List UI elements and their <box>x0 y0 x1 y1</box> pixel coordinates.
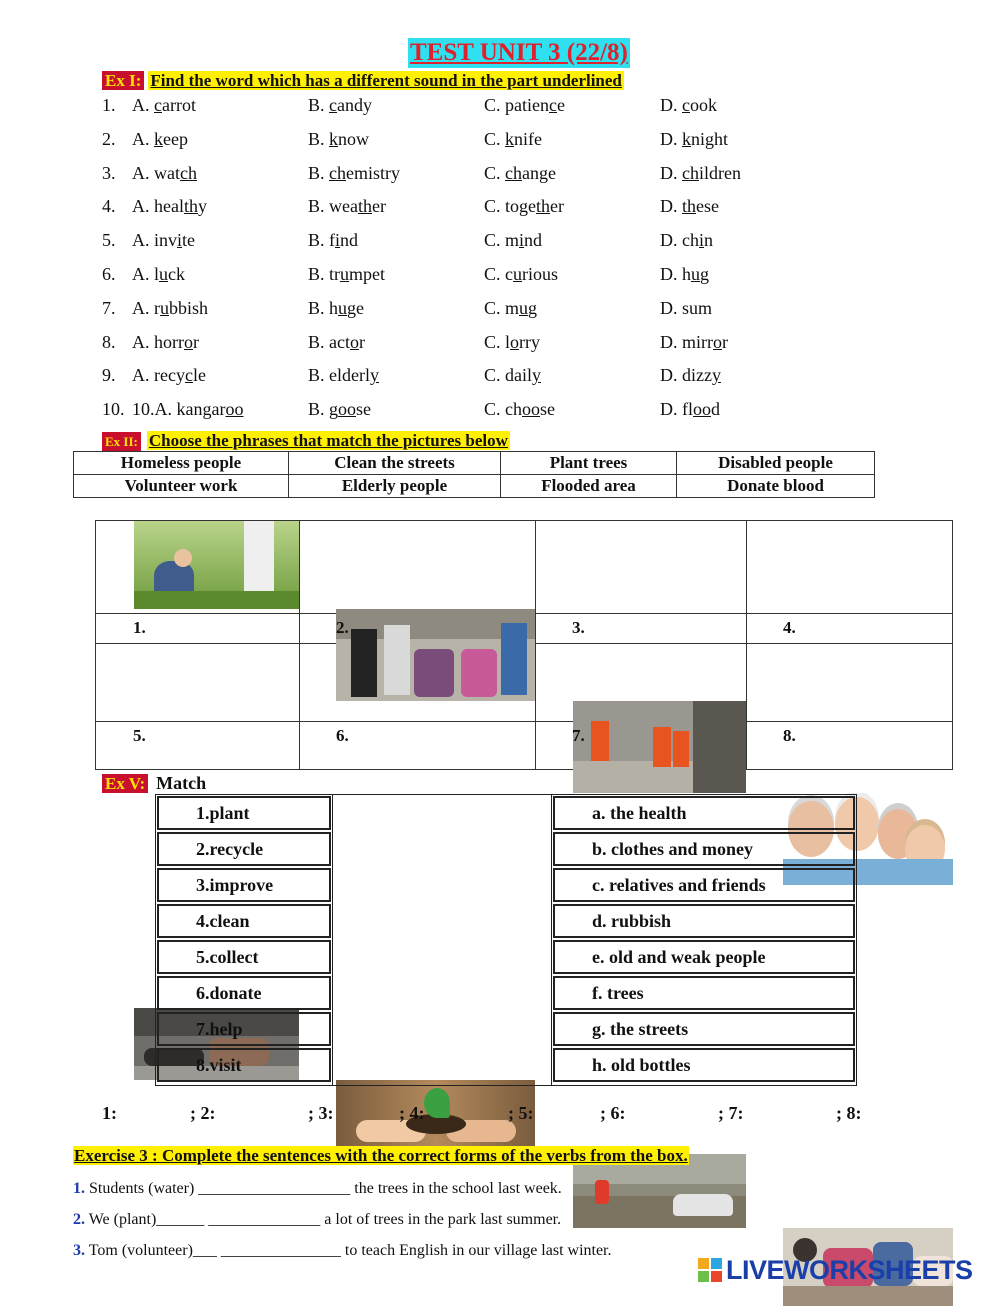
underlined-part: oo <box>338 399 357 420</box>
word-part: B. elderl <box>308 365 370 386</box>
word-part: arrot <box>162 95 196 115</box>
word-part: te <box>182 230 196 251</box>
match-right-item: h. old bottles <box>553 1048 855 1082</box>
page-title: TEST UNIT 3 (22/8) <box>410 39 628 66</box>
underlined-part: i <box>519 230 525 251</box>
word-part: now <box>338 128 370 149</box>
word-part: D. h <box>660 264 691 284</box>
option-a <box>132 261 185 287</box>
word-part: B. h <box>308 297 339 318</box>
question-number: 9. <box>102 365 116 386</box>
word-part: B. <box>308 162 330 183</box>
word-part: d <box>711 399 720 420</box>
match-left-item: 6.donate <box>157 976 331 1010</box>
question-number: 5. <box>102 230 116 251</box>
word-part: D. ch <box>660 230 699 251</box>
logo-blocks-icon <box>698 1258 722 1282</box>
option-d <box>660 126 728 152</box>
match-right-item: a. the health <box>553 796 855 830</box>
underlined-part: th <box>357 196 372 217</box>
underlined-part: u <box>338 297 348 318</box>
word-part: ange <box>522 162 556 183</box>
option-b <box>308 362 379 388</box>
option-a <box>132 362 206 388</box>
underlined-part: i <box>699 230 705 251</box>
picture-plant-trees <box>134 521 299 609</box>
match-divider <box>332 794 333 1086</box>
underlined-part: th <box>536 196 551 217</box>
word-part: ge <box>347 297 365 318</box>
option-b <box>308 329 365 355</box>
word-part: C. m <box>484 297 520 318</box>
option-c <box>484 295 537 321</box>
underlined-part: c <box>682 95 690 115</box>
sentence-text: We (plant)______ ______________ a lot of trees in the park last summer. <box>85 1211 562 1228</box>
underlined-part: c <box>549 95 557 115</box>
picture-label: 6. <box>336 726 349 745</box>
phrase-cell: Disabled people <box>677 452 875 475</box>
word-part: n <box>704 230 714 251</box>
underlined-part: c <box>154 95 162 115</box>
underlined-part: th <box>183 196 198 217</box>
answer-slot[interactable]: 1: <box>102 1103 117 1123</box>
option-d <box>660 193 719 219</box>
underlined-part: c <box>329 95 338 115</box>
ex1-row <box>0 261 1000 287</box>
underlined-part: u <box>340 264 350 284</box>
ex1-row <box>0 329 1000 355</box>
picture-volunteer-work <box>336 1080 535 1154</box>
underlined-part: ch <box>505 162 523 183</box>
picture-label: 3. <box>572 618 585 637</box>
word-part: A. wat <box>132 162 180 183</box>
match-divider <box>551 794 552 1086</box>
table-row <box>74 452 875 475</box>
match-right-item: d. rubbish <box>553 904 855 938</box>
match-left-item: 3.improve <box>157 868 331 902</box>
option-b <box>308 227 358 253</box>
option-d <box>660 160 741 186</box>
word-part: B. <box>308 95 330 115</box>
picture-label: 1. <box>133 618 146 637</box>
pictures-grid <box>95 520 953 770</box>
word-part: C. toge <box>484 196 536 217</box>
option-d <box>660 362 721 388</box>
word-part: B. f <box>308 230 335 251</box>
question-number: 3. <box>102 162 116 183</box>
ex5-instruction: Match <box>156 773 207 793</box>
option-c <box>484 362 541 388</box>
underlined-part: k <box>329 128 339 149</box>
word-part: nife <box>514 128 542 149</box>
word-part: A. recy <box>132 365 185 386</box>
option-d <box>660 261 709 287</box>
underlined-part: o <box>713 331 722 352</box>
underlined-part: k <box>505 128 515 149</box>
underlined-part: o <box>350 331 359 352</box>
ex1-row <box>0 92 1000 118</box>
option-b <box>308 261 385 287</box>
word-part: A. heal <box>132 196 184 217</box>
word-part: night <box>691 128 729 149</box>
option-c <box>484 227 542 253</box>
phrases-table <box>73 451 875 498</box>
underlined-part: i <box>177 230 183 251</box>
option-c <box>484 329 540 355</box>
option-b <box>308 193 386 219</box>
word-part: A. <box>132 95 154 115</box>
option-a <box>132 396 243 422</box>
match-right-item: f. trees <box>553 976 855 1010</box>
word-part: C. patien <box>484 95 549 115</box>
picture-label: 2. <box>336 618 349 637</box>
word-part: A. r <box>132 297 160 318</box>
option-a <box>132 126 188 152</box>
ex3-instruction: Exercise 3 : Complete the sentences with the correct forms of the verbs from the box. <box>74 1146 688 1165</box>
ex1-row <box>0 396 1000 422</box>
underlined-part: oo <box>225 399 244 420</box>
word-part: C. c <box>484 264 513 284</box>
ex1-row <box>0 126 1000 152</box>
word-part: D. dizz <box>660 365 712 386</box>
underlined-part: ch <box>329 162 347 183</box>
word-part: andy <box>337 95 373 115</box>
word-part: g <box>528 297 538 318</box>
question-number: 8. <box>102 331 116 352</box>
question-number: 4. <box>102 196 116 217</box>
word-part: ese <box>696 196 719 217</box>
question-number: 10. <box>102 399 125 420</box>
sentence-number: 1. <box>73 1180 85 1197</box>
option-a <box>132 160 197 186</box>
sentence-2 <box>73 1211 561 1229</box>
word-part: C. <box>484 128 506 149</box>
phrase-cell: Clean the streets <box>289 452 501 475</box>
option-b <box>308 92 372 118</box>
underlined-part: o <box>184 331 193 352</box>
word-part: D. fl <box>660 399 693 420</box>
word-part: D. <box>660 196 682 217</box>
option-c <box>484 396 555 422</box>
match-left-item: 1.plant <box>157 796 331 830</box>
word-part: C. <box>484 162 506 183</box>
answer-slot[interactable]: ; 5: <box>508 1103 534 1123</box>
word-part: C. dail <box>484 365 532 386</box>
table-row <box>74 475 875 498</box>
ex1-row <box>0 295 1000 321</box>
word-part: ook <box>690 95 717 115</box>
word-part: r <box>722 331 728 352</box>
option-a <box>132 295 208 321</box>
picture-label: 5. <box>133 726 146 745</box>
word-part: se <box>540 399 555 420</box>
word-part: emistry <box>346 162 401 183</box>
ex2-heading <box>102 430 510 452</box>
word-part: ildren <box>699 162 741 183</box>
ex1-row <box>0 362 1000 388</box>
answer-slot[interactable]: ; 4: <box>399 1103 425 1123</box>
underlined-part: ch <box>180 162 197 183</box>
ex1-row <box>0 227 1000 253</box>
ex1-tag: Ex I: <box>102 71 144 90</box>
sentence-number: 2. <box>73 1211 85 1228</box>
underlined-part: ch <box>682 162 699 183</box>
match-left-item: 2.recycle <box>157 832 331 866</box>
question-number: 7. <box>102 297 116 318</box>
ex5-tag: Ex V: <box>102 774 148 793</box>
word-part: g <box>700 264 709 284</box>
match-right-item: e. old and weak people <box>553 940 855 974</box>
ex2-tag: Ex II: <box>102 432 141 451</box>
sentence-text: Tom (volunteer)___ _______________ to teach English in our village last winter. <box>85 1242 612 1259</box>
option-c <box>484 193 564 219</box>
word-part: bbish <box>169 297 209 318</box>
question-number: 1. <box>102 95 116 115</box>
word-part: 10.A. kangar <box>132 399 226 420</box>
option-c <box>484 92 565 118</box>
underlined-part: u <box>691 264 700 284</box>
word-part: A. inv <box>132 230 177 251</box>
underlined-part: c <box>184 365 193 386</box>
underlined-part: oo <box>693 399 711 420</box>
word-part: r <box>359 331 365 352</box>
option-b <box>308 160 400 186</box>
phrase-cell: Plant trees <box>501 452 677 475</box>
option-c <box>484 160 556 186</box>
word-part: B. <box>308 128 330 149</box>
option-b <box>308 126 369 152</box>
picture-label: 7. <box>572 726 585 745</box>
underlined-part: y <box>711 365 721 386</box>
word-part: e <box>557 95 565 115</box>
ex1-row <box>0 160 1000 186</box>
word-part: nd <box>340 230 359 251</box>
word-part: D. <box>660 162 682 183</box>
phrase-cell: Donate blood <box>677 475 875 498</box>
option-a <box>132 92 196 118</box>
underlined-part: o <box>510 331 520 352</box>
word-part: rious <box>522 264 558 284</box>
sentence-number: 3. <box>73 1242 85 1259</box>
sentence-1 <box>73 1180 562 1198</box>
underlined-part: u <box>519 297 529 318</box>
word-part: le <box>192 365 206 386</box>
underlined-part: oo <box>522 399 540 420</box>
word-part: C. l <box>484 331 511 352</box>
underlined-part: u <box>513 264 522 284</box>
answer-slot[interactable]: ; 7: <box>718 1103 744 1123</box>
ex1-row <box>0 193 1000 219</box>
underlined-part: u <box>160 297 169 318</box>
liveworksheets-logo <box>698 1255 973 1285</box>
option-b <box>308 396 371 422</box>
word-part: se <box>356 399 372 420</box>
ex3-heading <box>73 1145 689 1167</box>
underlined-part: k <box>682 128 691 149</box>
sentence-3 <box>73 1242 612 1260</box>
option-d <box>660 92 717 118</box>
word-part: A. <box>132 128 154 149</box>
word-part: D. <box>660 95 682 115</box>
match-left-item: 4.clean <box>157 904 331 938</box>
word-part: eep <box>163 128 188 149</box>
underlined-part: k <box>154 128 163 149</box>
underlined-part: y <box>532 365 541 386</box>
underlined-part: th <box>682 196 697 217</box>
phrase-cell: Homeless people <box>74 452 289 475</box>
picture-label: 8. <box>783 726 796 745</box>
answer-slot[interactable]: ; 8: <box>836 1103 862 1123</box>
word-part: B. act <box>308 331 350 352</box>
option-d <box>660 396 720 422</box>
match-right-item: b. clothes and money <box>553 832 855 866</box>
question-number: 2. <box>102 128 116 149</box>
picture-label: 4. <box>783 618 796 637</box>
word-part: A. l <box>132 264 159 284</box>
phrase-cell: Volunteer work <box>74 475 289 498</box>
phrase-cell: Elderly people <box>289 475 501 498</box>
word-part: y <box>198 196 207 217</box>
question-number: 6. <box>102 264 116 284</box>
underlined-part: y <box>369 365 379 386</box>
word-part: A. horr <box>132 331 184 352</box>
word-part: er <box>372 196 386 217</box>
option-a <box>132 329 199 355</box>
word-part: r <box>193 331 199 352</box>
option-a <box>132 193 207 219</box>
ex1-instruction: Find the word which has a different sound in the part underlined <box>150 71 622 90</box>
sentence-text: Students (water) ___________________ the trees in the school last week. <box>85 1180 562 1197</box>
match-left-item: 8.visit <box>157 1048 331 1082</box>
match-left-item: 7.help <box>157 1012 331 1046</box>
picture-disabled-people <box>336 609 535 701</box>
match-left-item: 5.collect <box>157 940 331 974</box>
ex1-heading <box>102 71 624 91</box>
word-part: D. sum <box>660 297 713 318</box>
word-part: mpet <box>349 264 386 284</box>
word-part: D. mirr <box>660 331 713 352</box>
word-part: B. tr <box>308 264 341 284</box>
word-part: D. <box>660 128 682 149</box>
word-part: C. m <box>484 230 520 251</box>
word-part: rry <box>519 331 541 352</box>
underlined-part: i <box>335 230 341 251</box>
option-c <box>484 126 542 152</box>
answer-slot[interactable]: ; 2: <box>190 1103 216 1123</box>
answer-slot[interactable]: ; 6: <box>600 1103 626 1123</box>
option-c <box>484 261 558 287</box>
option-d <box>660 295 712 321</box>
word-part: B. g <box>308 399 339 420</box>
match-right-item: g. the streets <box>553 1012 855 1046</box>
ex5-heading <box>102 772 206 794</box>
word-part: B. wea <box>308 196 358 217</box>
option-a <box>132 227 195 253</box>
phrase-cell: Flooded area <box>501 475 677 498</box>
match-right-item: c. relatives and friends <box>553 868 855 902</box>
option-d <box>660 329 728 355</box>
picture-clean-streets <box>573 701 746 793</box>
ex2-instruction: Choose the phrases that match the pictures below <box>148 431 508 450</box>
word-part: C. ch <box>484 399 522 420</box>
word-part: nd <box>524 230 543 251</box>
word-part: ck <box>168 264 185 284</box>
option-b <box>308 295 364 321</box>
option-d <box>660 227 713 253</box>
brand-text: LIVEWORKSHEETS <box>726 1254 973 1285</box>
answer-slot[interactable]: ; 3: <box>308 1103 334 1123</box>
word-part: er <box>550 196 564 217</box>
underlined-part: u <box>159 264 168 284</box>
